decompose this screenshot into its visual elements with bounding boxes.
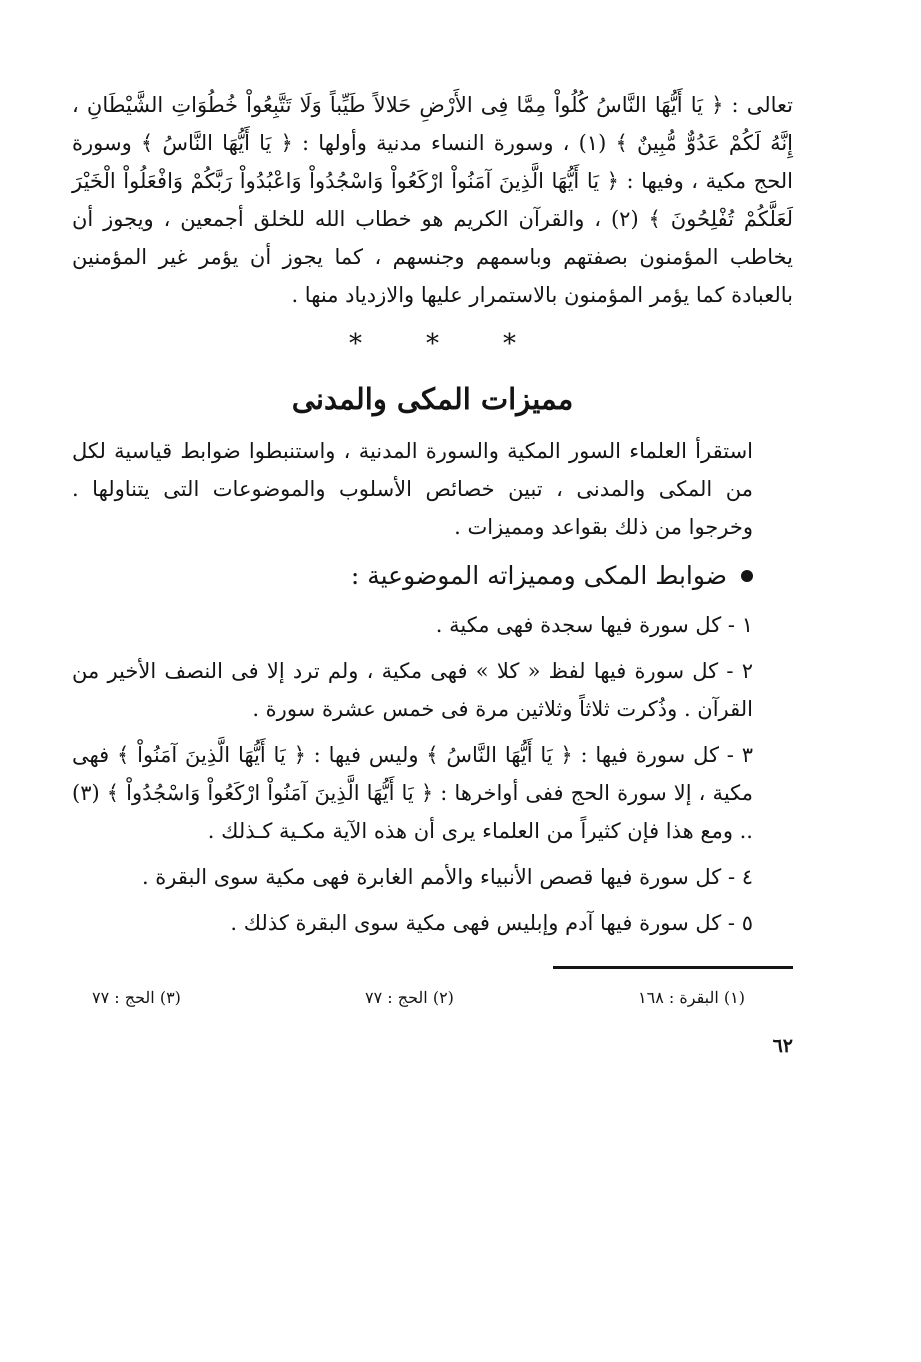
bullet-icon	[741, 570, 753, 582]
footnote-3: (٣) الحج : ٧٧	[92, 988, 181, 1007]
footnote-1: (١) البقرة : ١٦٨	[638, 988, 745, 1007]
intro-paragraph: تعالى : ﴿ يَا أَيُّهَا النَّاسُ كُلُواْ مِمَّا فِى الأَرْضِ حَلالاً طَيِّباً وَلَا تَتَّبِعُواْ خُطُوَاتِ الشَّيْطَانِ ، إِنَّهُ لَكُمْ عَدُوٌّ مُّبِينٌ ﴾ (١) ، وسورة النساء مدنية وأولها : ﴿ يَا أَيُّهَا النَّاسُ ﴾ وسورة الحج مكية ، وفيها : ﴿ يَا أَيُّهَا الَّذِينَ آمَنُواْ ارْكَعُواْ وَاسْجُدُواْ وَاعْبُدُواْ رَبَّكُمْ وَافْعَلُواْ الْخَيْرَ لَعَلَّكُمْ تُفْلِحُونَ ﴾ (٢) ، والقرآن الكريم هو خطاب الله للخلق أجمعين ، ويجوز أن يخاطب المؤمنون بصفتهم وباسمهم وجنسهم ، كما يجوز أن يؤمر غير المؤمنين بالعبادة كما يؤمر المؤمنون بالاستمرار عليها والازدياد منها .	[72, 93, 794, 307]
rule-item-4: ٤ - كل سورة فيها قصص الأنبياء والأمم الغابرة فهى مكية سوى البقرة .	[141, 865, 753, 889]
separator-star: *	[349, 329, 362, 359]
rule-item-2: ٢ - كل سورة فيها لفظ « كلا » فهى مكية ، ولم ترد إلا فى النصف الأخير من القرآن . وذُكرت ثلاثاً وثلاثين مرة فى خمس عشرة سورة .	[72, 659, 753, 721]
rule-item-1: ١ - كل سورة فيها سجدة فهى مكية .	[435, 613, 753, 637]
page-number: ٦٢	[772, 1035, 793, 1057]
rules-heading	[72, 554, 793, 598]
separator-star: *	[503, 329, 516, 359]
section-separator	[72, 324, 793, 364]
book-page	[72, 86, 793, 1362]
rules-heading-text: ضوابط المكى ومميزاته الموضوعية :	[350, 561, 727, 590]
footnote-divider	[553, 966, 793, 969]
rule-item-5: ٥ - كل سورة فيها آدم وإبليس فهى مكية سوى البقرة كذلك .	[230, 911, 753, 935]
section-paragraph: استقرأ العلماء السور المكية والسورة المدنية ، واستنبطوا ضوابط قياسية لكل من المكى والمدنى ، تبين خصائص الأسلوب والموضوعات التى يتناولها . وخرجوا من ذلك بقواعد ومميزات .	[72, 439, 753, 539]
footnotes	[72, 983, 793, 1013]
separator-star: *	[426, 329, 439, 359]
section-title: مميزات المكى والمدنى	[291, 382, 574, 416]
rule-item-3: ٣ - كل سورة فيها : ﴿ يَا أَيُّهَا النَّاسُ ﴾ وليس فيها : ﴿ يَا أَيُّهَا الَّذِينَ آمَنُواْ ﴾ فهى مكية ، إلا سورة الحج ففى أواخرها : ﴿ يَا أَيُّهَا الَّذِينَ آمَنُواْ ارْكَعُواْ وَاسْجُدُواْ ﴾ (٣) .. ومع هذا فإن كثيراً من العلماء يرى أن هذه الآية مكـية كـذلك .	[72, 743, 753, 843]
footnote-2: (٢) الحج : ٧٧	[365, 988, 454, 1007]
